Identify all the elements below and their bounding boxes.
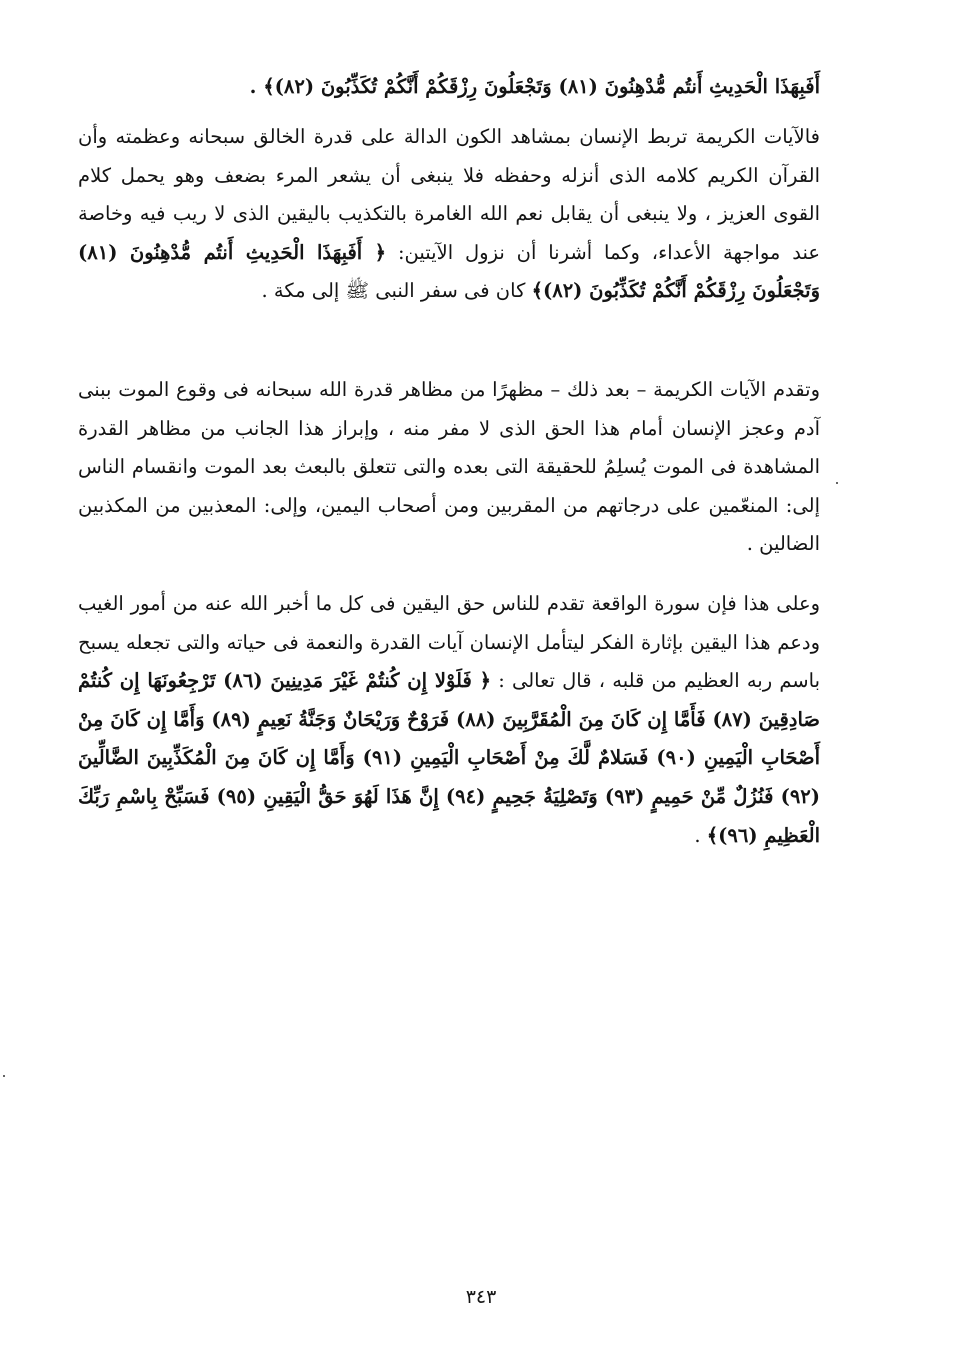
paragraph-2 xyxy=(78,371,820,564)
paragraph-1 xyxy=(78,118,820,311)
paragraph-3-text-b: . xyxy=(694,823,701,847)
paragraph-2-text: وتقدم الآيات الكريمة – بعد ذلك – مظهرًا من مظاهر قدرة الله سبحانه فى وقوع الموت ببنى آدم وعجز الإنسان أمام هذا الحق الذى لا مفر منه ، وإبراز هذا الجانب من مظاهر القدرة المشاهدة فى الموت يُسلِمُ للحقيقة التى بعده والتى تتعلق بالبعث بعد الموت وانقسام الناس إلى: المنعّمين على درجاتهم من المقربين ومن أصحاب اليمين، وإلى: المعذبين من المكذبين الضالين . xyxy=(78,378,820,556)
scan-speck xyxy=(3,1075,5,1077)
paragraph-3-text-a: وعلى هذا فإن سورة الواقعة تقدم للناس حق اليقين فى كل ما أخبر الله عنه من أمور الغيب ودعم هذا اليقين بإثارة الفكر ليتأمل الإنسان آيات القدرة والنعمة فى حياته والتى تجعله يسبح باسم ربه العظيم من قلبه ، قال تعالى : xyxy=(78,592,821,693)
paragraph-3-quran-quote: ﴿ فَلَوْلا إِن كُنتُمْ غَيْرَ مَدِينِينَ (٨٦) تَرْجِعُونَهَا إِن كُنتُمْ صَادِقِينَ (٨٧) فَأَمَّا إِن كَانَ مِنَ الْمُقَرَّبِينَ (٨٨) فَرَوْحٌ وَرَيْحَانٌ وَجَنَّةُ نَعِيمٍ (٨٩) وَأَمَّا إِن كَانَ مِنْ أَصْحَابِ الْيَمِينِ (٩٠) فَسَلامٌ لَّكَ مِنْ أَصْحَابِ الْيَمِينِ (٩١) وَأَمَّا إِن كَانَ مِنَ الْمُكَذِّبِينَ الضَّالِّينَ (٩٢) فَنُزُلٌ مِّنْ حَمِيمٍ (٩٣) وَتَصْلِيَةُ جَحِيمٍ (٩٤) إِنَّ هَذَا لَهُوَ حَقُّ الْيَقِينِ (٩٥) فَسَبِّحْ بِاسْمِ رَبِّكَ الْعَظِيمِ (٩٦)﴾ xyxy=(78,669,820,847)
scan-speck xyxy=(836,482,838,484)
page-number: ٣٤٣ xyxy=(465,1286,497,1308)
quran-verse-line: أَفَبِهَذَا الْحَدِيثِ أَنتُم مُّدْهِنُونَ (٨١) وَتَجْعَلُونَ رِزْقَكُمْ أَنَّكُمْ تُكَذِّبُونَ (٨٢)﴾ . xyxy=(249,75,820,98)
paragraph-1-text-b: كان فى سفر النبى ﷺ إلى مكة . xyxy=(261,279,526,303)
paragraph-1-text-a: فالآيات الكريمة تربط الإنسان بمشاهد الكون الدالة على قدرة الخالق سبحانه وعظمته وأن القرآن الكريم كلامه الذى أنزله وحفظه فلا ينبغى أن يشعر المرء بضعف وهو يحمل كلام القوى العزيز ، ولا ينبغى أن يقابل نعم الله الغامرة بالتكذيب باليقين الذى لا ريب فيه وخاصة عند مواجهة الأعداء، وكما أشرنا أن نزول الآيتين: xyxy=(78,125,820,264)
paragraph-1-quran-quote: ﴿ أَفَبِهَذَا الْحَدِيثِ أَنتُم مُّدْهِنُونَ (٨١) وَتَجْعَلُونَ رِزْقَكُمْ أَنَّكُمْ تُكَذِّبُونَ (٨٢)﴾ xyxy=(78,240,820,303)
paragraph-3 xyxy=(78,585,820,855)
